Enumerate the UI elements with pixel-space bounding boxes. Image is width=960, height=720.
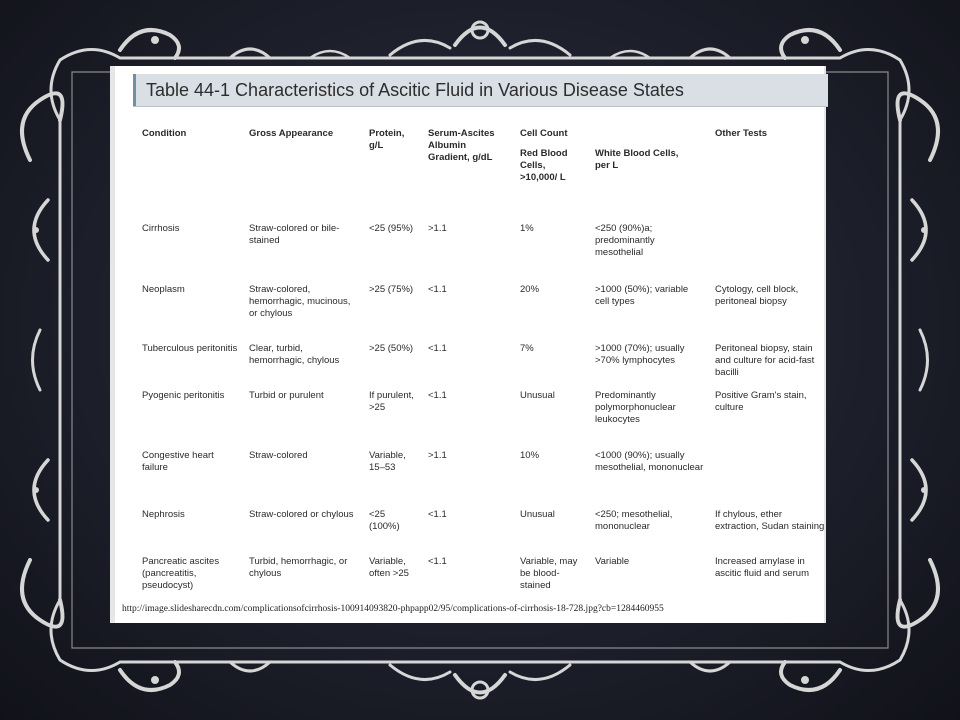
cell-protein: <25 (100%) — [369, 509, 400, 532]
cell-rbc: Unusual — [520, 509, 555, 520]
table-title-bar — [133, 74, 828, 106]
cell-condition: Cirrhosis — [142, 223, 180, 234]
cell-gross-appearance: Straw-colored — [249, 450, 308, 461]
cell-other-tests: Peritoneal biopsy, stain and culture for acid-fast bacilli — [715, 343, 815, 378]
cell-condition: Nephrosis — [142, 509, 185, 520]
cell-other-tests: Cytology, cell block, peritoneal biopsy — [715, 284, 799, 307]
cell-other-tests: If chylous, ether extraction, Sudan staining — [715, 509, 825, 532]
cell-protein: <25 (95%) — [369, 223, 414, 234]
cell-condition: Tuberculous peritonitis — [142, 343, 238, 354]
cell-wbc: <250 (90%)a; predominantly mesothelial — [595, 223, 655, 258]
cell-saag: <1.1 — [428, 284, 447, 295]
cell-saag: >1.1 — [428, 450, 447, 461]
header-other-tests: Other Tests — [715, 128, 768, 139]
cell-saag: <1.1 — [428, 390, 447, 401]
cell-wbc: <1000 (90%); usually mesothelial, mononuclear — [595, 450, 704, 473]
cell-saag: <1.1 — [428, 556, 447, 567]
cell-wbc: >1000 (50%); variable cell types — [595, 284, 689, 307]
header-protein: Protein, g/L — [369, 128, 405, 151]
cell-saag: <1.1 — [428, 509, 447, 520]
cell-protein: >25 (75%) — [369, 284, 414, 295]
cell-wbc: Variable — [595, 556, 630, 567]
cell-rbc: Variable, may be blood-stained — [520, 556, 578, 591]
cell-gross-appearance: Straw-colored or chylous — [249, 509, 354, 520]
cell-condition: Pyogenic peritonitis — [142, 390, 225, 401]
cell-protein: >25 (50%) — [369, 343, 414, 354]
cell-gross-appearance: Straw-colored or bile-stained — [249, 223, 340, 246]
cell-gross-appearance: Clear, turbid, hemorrhagic, chylous — [249, 343, 340, 366]
source-url: http://image.slidesharecdn.com/complicationsofcirrhosis-100914093820-phpapp02/95/complications-of-cirrhosis-18-728.jpg?cb=1284460955 — [122, 604, 664, 614]
cell-rbc: 20% — [520, 284, 540, 295]
cell-other-tests: Increased amylase in ascitic fluid and serum — [715, 556, 809, 579]
header-saag: Serum-Ascites Albumin Gradient, g/dL — [428, 128, 495, 163]
cell-condition: Pancreatic ascites (pancreatitis, pseudocyst) — [142, 556, 220, 591]
cell-wbc: >1000 (70%); usually >70% lymphocytes — [595, 343, 685, 366]
cell-protein: Variable, often >25 — [369, 556, 409, 579]
cell-wbc: <250; mesothelial, mononuclear — [595, 509, 673, 532]
header-condition: Condition — [142, 128, 187, 139]
cell-gross-appearance: Straw-colored, hemorrhagic, mucinous, or chylous — [249, 284, 351, 319]
cell-saag: <1.1 — [428, 343, 447, 354]
cell-condition: Neoplasm — [142, 284, 185, 295]
cell-rbc: 1% — [520, 223, 534, 234]
title-divider — [133, 106, 828, 107]
cell-condition: Congestive heart failure — [142, 450, 214, 473]
header-cell-count: Cell Count — [520, 128, 568, 139]
cell-protein: If purulent, >25 — [369, 390, 414, 413]
header-white-blood-cells: White Blood Cells, per L — [595, 148, 679, 171]
cell-rbc: 10% — [520, 450, 540, 461]
cell-gross-appearance: Turbid, hemorrhagic, or chylous — [249, 556, 348, 579]
cell-gross-appearance: Turbid or purulent — [249, 390, 324, 401]
header-red-blood-cells: Red Blood Cells, >10,000/ L — [520, 148, 568, 183]
header-gross-appearance: Gross Appearance — [249, 128, 334, 139]
cell-rbc: 7% — [520, 343, 534, 354]
table-title: Table 44-1 Characteristics of Ascitic Fluid in Various Disease States — [146, 80, 684, 100]
cell-rbc: Unusual — [520, 390, 555, 401]
cell-saag: >1.1 — [428, 223, 447, 234]
cell-other-tests: Positive Gram's stain, culture — [715, 390, 807, 413]
table-image-panel — [110, 66, 826, 623]
cell-protein: Variable, 15–53 — [369, 450, 406, 473]
cell-wbc: Predominantly polymorphonuclear leukocytes — [595, 390, 676, 425]
